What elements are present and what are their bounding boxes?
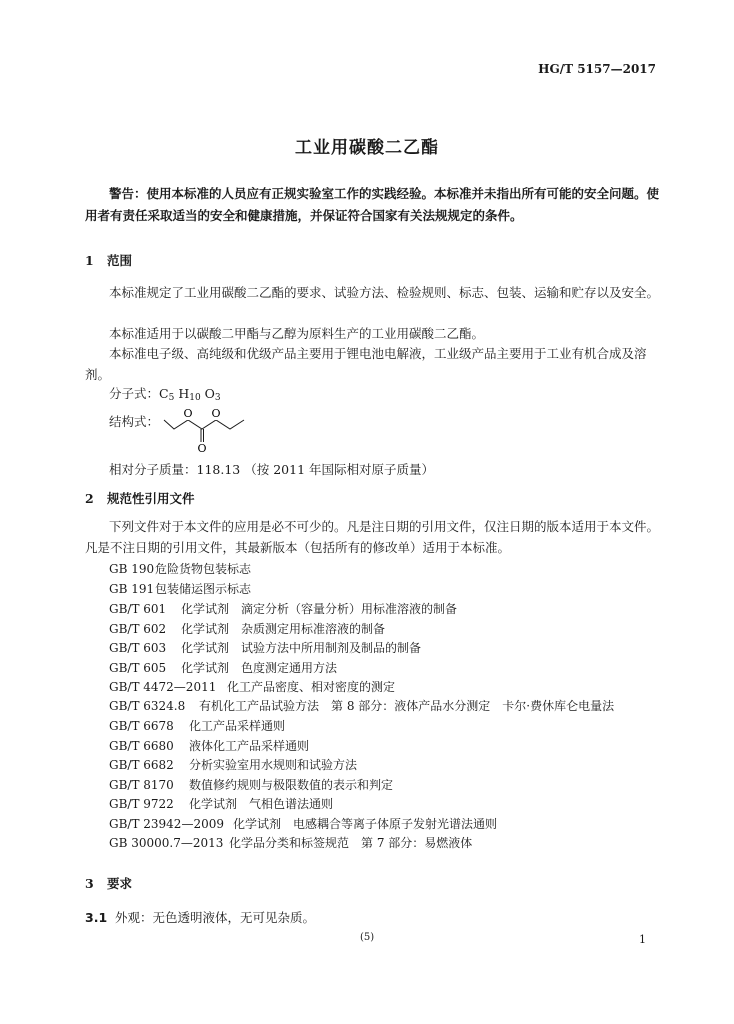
clause-text: 外观：无色透明液体，无可见杂质。 [115, 910, 316, 925]
reference-title: 化工产品密度、相对密度的测定 [227, 680, 396, 694]
reference-item [109, 815, 497, 832]
reference-code: GB/T 6682 [109, 758, 174, 772]
reference-item [109, 620, 385, 637]
reference-code: GB/T 602 [109, 622, 167, 636]
reference-title: 化工产品采样通则 [189, 719, 286, 733]
page-number-right: 1 [639, 933, 646, 946]
page-number-center: (5) [360, 932, 375, 943]
formula-subscript: 10 [189, 393, 201, 403]
document-title: 工业用碳酸二乙酯 [295, 138, 439, 158]
reference-title: 化学试剂 气相色谱法通则 [189, 797, 334, 811]
reference-item [109, 697, 614, 714]
reference-title: 有机化工产品试验方法 第 8 部分：液体产品水分测定 卡尔·费休库仑电量法 [199, 699, 615, 713]
reference-title: 包装储运图示标志 [155, 582, 252, 596]
section-title: 要求 [107, 876, 133, 891]
oxygen-atom: O [197, 442, 207, 452]
oxygen-atom: O [183, 407, 193, 420]
structural-formula [160, 400, 260, 452]
section-title: 范围 [107, 253, 133, 268]
scope-text: 本标准电子级、高纯级和优级产品主要用于锂电池电解液，工业级产品主要用于工业有机合成及溶剂。 [85, 346, 647, 382]
reference-code: GB/T 601 [109, 602, 167, 616]
reference-item [109, 737, 309, 754]
reference-item [109, 795, 333, 812]
reference-title: 数值修约规则与极限数值的表示和判定 [189, 778, 394, 792]
mass-note: （按 2011 年国际相对原子质量） [244, 462, 435, 477]
reference-title: 液体化工产品采样通则 [189, 739, 310, 753]
scope-text: 本标准适用于以碳酸二甲酯与乙醇为原料生产的工业用碳酸二乙酯。 [109, 326, 485, 341]
reference-title: 化学试剂 滴定分析（容量分析）用标准溶液的制备 [181, 602, 458, 616]
reference-item [109, 560, 251, 577]
reference-code: GB 30000.7—2013 [109, 836, 224, 850]
structure-label: 结构式： [109, 414, 160, 429]
reference-title: 化学试剂 试验方法中所用制剂及制品的制备 [181, 641, 422, 655]
section-number: 2 [85, 491, 94, 506]
formula-element: O [204, 386, 215, 401]
scope-paragraph [85, 323, 660, 344]
reference-title: 化学品分类和标签规范 第 7 部分：易燃液体 [229, 836, 473, 850]
reference-item [109, 580, 251, 597]
reference-title: 分析实验室用水规则和试验方法 [189, 758, 358, 772]
reference-code: GB/T 4472—2011 [109, 680, 217, 694]
reference-code: GB 190 [109, 562, 155, 576]
warning-paragraph [85, 183, 660, 227]
section-number: 3 [85, 876, 94, 891]
reference-item [109, 717, 285, 734]
reference-title: 危险货物包装标志 [155, 562, 252, 576]
reference-item [109, 756, 357, 773]
formula-subscript: 5 [168, 393, 175, 403]
reference-code: GB/T 9722 [109, 797, 174, 811]
mass-label: 相对分子质量： [109, 462, 197, 477]
reference-code: GB/T 603 [109, 641, 167, 655]
reference-item [109, 776, 393, 793]
section-title: 规范性引用文件 [107, 491, 195, 506]
reference-code: GB/T 8170 [109, 778, 174, 792]
scope-paragraph [85, 343, 660, 385]
scope-paragraph [85, 282, 660, 303]
section-3-heading [85, 874, 132, 892]
reference-item [109, 678, 395, 695]
reference-code: GB/T 6678 [109, 719, 174, 733]
reference-item [109, 639, 421, 656]
clause-number: 3.1 [85, 910, 108, 925]
section-number: 1 [85, 253, 94, 268]
requirement-3-1 [85, 908, 315, 926]
mass-value: 118.13 [196, 462, 241, 477]
formula-subscript: 3 [214, 393, 221, 403]
section-1-heading [85, 251, 132, 269]
reference-title: 化学试剂 色度测定通用方法 [181, 661, 338, 675]
reference-code: GB/T 6680 [109, 739, 174, 753]
reference-code: GB 191 [109, 582, 155, 596]
scope-text: 本标准规定了工业用碳酸二乙酯的要求、试验方法、检验规则、标志、包装、运输和贮存以及安全。 [109, 285, 660, 300]
molecular-mass [109, 460, 434, 478]
reference-item [109, 659, 337, 676]
reference-code: GB/T 605 [109, 661, 167, 675]
reference-item [109, 600, 457, 617]
standard-number: HG/T 5157—2017 [538, 62, 656, 76]
carbon-chain [164, 420, 244, 429]
oxygen-atom: O [211, 407, 221, 420]
reference-code: GB/T 23942—2009 [109, 817, 224, 831]
warning-text: 警告：使用本标准的人员应有正规实验室工作的实践经验。本标准并未指出所有可能的安全问题。使用者有责任采取适当的安全和健康措施，并保证符合国家有关法规规定的条件。 [85, 186, 660, 223]
formula-element: C [159, 386, 169, 401]
formula-element: H [178, 386, 190, 401]
intro-text: 下列文件对于本文件的应用是必不可少的。凡是注日期的引用文件，仅注日期的版本适用于本文件。凡是不注日期的引用文件，其最新版本（包括所有的修改单）适用于本标准。 [85, 519, 660, 555]
references-intro [85, 516, 660, 558]
section-2-heading [85, 489, 195, 507]
formula-label: 分子式： [109, 386, 160, 401]
reference-item [109, 834, 472, 851]
reference-title: 化学试剂 杂质测定用标准溶液的制备 [181, 622, 386, 636]
reference-code: GB/T 6324.8 [109, 699, 186, 713]
reference-title: 化学试剂 电感耦合等离子体原子发射光谱法通则 [233, 817, 498, 831]
